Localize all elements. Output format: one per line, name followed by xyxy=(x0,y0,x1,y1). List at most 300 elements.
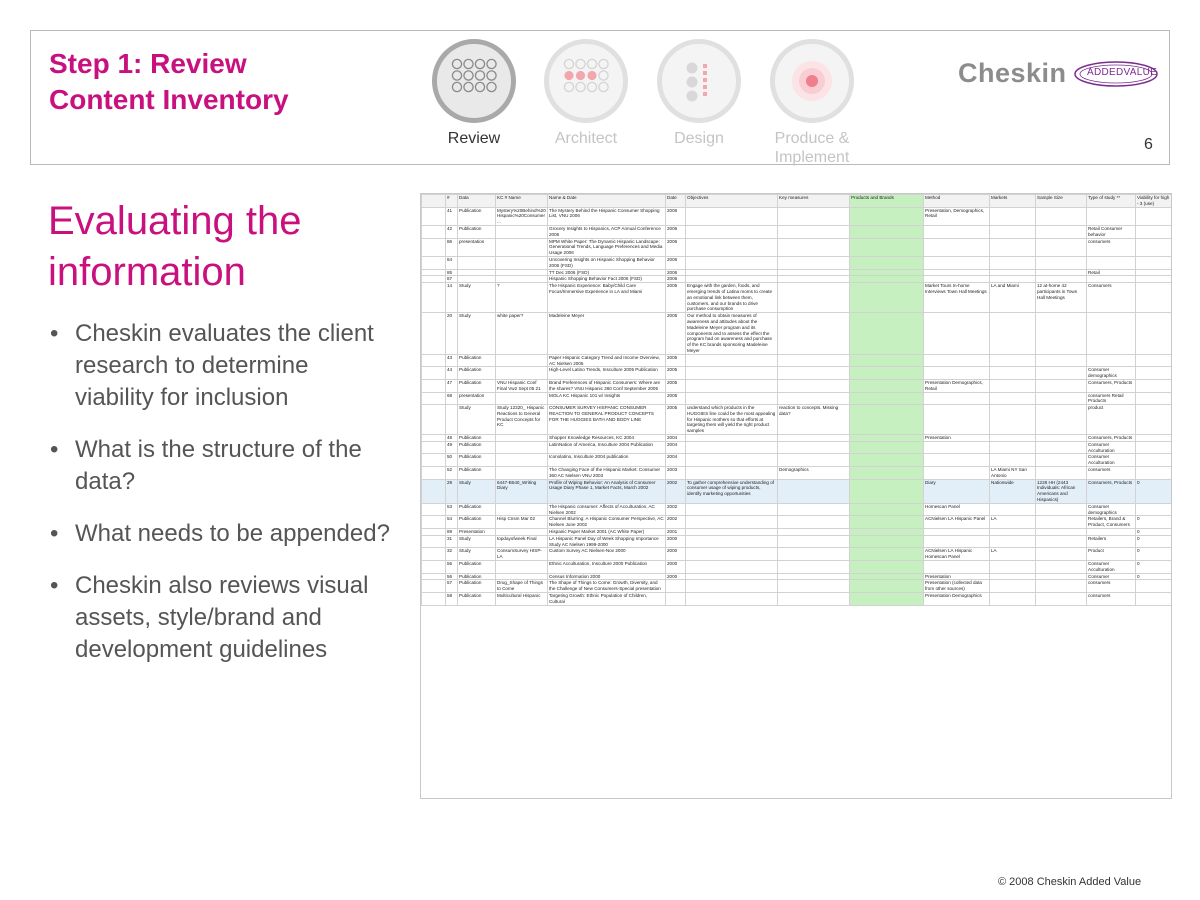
table-cell xyxy=(990,435,1036,442)
table-cell xyxy=(850,238,924,256)
table-cell: Study xyxy=(458,283,496,313)
table-cell xyxy=(778,548,850,561)
table-cell: 0 xyxy=(1136,561,1173,574)
table-cell xyxy=(1136,435,1173,442)
table-cell xyxy=(850,479,924,503)
table-cell xyxy=(458,269,496,276)
table-cell xyxy=(496,276,548,283)
table-cell xyxy=(778,479,850,503)
table-cell xyxy=(496,392,548,405)
table-cell xyxy=(778,367,850,380)
table-cell xyxy=(496,238,548,256)
table-cell: Consumer Acculturation xyxy=(1087,454,1136,467)
table-cell xyxy=(496,354,548,367)
table-cell xyxy=(990,593,1036,606)
table-cell xyxy=(850,580,924,593)
table-cell xyxy=(1136,580,1173,593)
table-cell: 2000 xyxy=(666,561,686,574)
table-cell xyxy=(1036,379,1087,392)
table-cell: 0 xyxy=(1136,573,1173,580)
table-cell xyxy=(778,313,850,355)
table-cell xyxy=(990,269,1036,276)
table-cell xyxy=(850,405,924,435)
table-cell: Our method to obtain measures of awareness and attitudes about the Madeleine Meyer program and its components and to assess the effect the program had on awareness and purchase of the KC brands sponsoring Madeleine Meyer xyxy=(686,313,778,355)
table-cell xyxy=(1036,269,1087,276)
table-cell xyxy=(924,392,990,405)
table-cell xyxy=(422,503,446,516)
table-cell xyxy=(1136,354,1173,367)
table-cell xyxy=(422,435,446,442)
step-title-line1: Step 1: Review xyxy=(49,48,247,79)
table-cell xyxy=(686,238,778,256)
table-cell xyxy=(446,405,458,435)
table-cell xyxy=(1036,354,1087,367)
table-cell xyxy=(666,593,686,606)
table-cell xyxy=(850,529,924,536)
table-row xyxy=(422,405,1173,435)
table-cell xyxy=(990,454,1036,467)
table-cell: 68 xyxy=(446,392,458,405)
column-header: Data xyxy=(458,195,496,208)
table-cell: Study 12320_ Hispanic Reactions to General Product Concepts for KC xyxy=(496,405,548,435)
table-cell: Diary xyxy=(924,479,990,503)
table-cell xyxy=(422,256,446,269)
table-cell xyxy=(422,225,446,238)
table-cell: Study xyxy=(458,405,496,435)
table-cell xyxy=(686,354,778,367)
table-cell xyxy=(850,313,924,355)
table-cell: Publication xyxy=(458,561,496,574)
step-design[interactable] xyxy=(649,39,749,148)
table-cell: Consumer demographics xyxy=(1087,503,1136,516)
table-cell xyxy=(1087,313,1136,355)
table-cell xyxy=(686,392,778,405)
table-cell xyxy=(1036,467,1087,480)
table-cell xyxy=(1087,354,1136,367)
table-cell xyxy=(1136,503,1173,516)
step-review-label: Review xyxy=(447,130,501,147)
table-cell xyxy=(778,516,850,529)
table-cell: consumers xyxy=(1087,238,1136,256)
table-cell: The Shape of Things to Come: Growth, Diversity, and the Challenge of New Consumers-Special presentation xyxy=(548,580,666,593)
table-cell: 2005 xyxy=(666,367,686,380)
table-row xyxy=(422,573,1173,580)
table-cell: 2006 xyxy=(666,256,686,269)
table-cell: High-Level Latino Trends, Insculture 2005 Publication xyxy=(548,367,666,380)
table-cell: Grocery Insights to Hispanics, ACP Annual Conference 2006 xyxy=(548,225,666,238)
table-cell: topdayofweek Final xyxy=(496,535,548,548)
table-cell: Mystery%20Behind%20Hispanic%20Consumer... xyxy=(497,207,546,225)
table-cell: 31 xyxy=(446,535,458,548)
table-cell: 2006 xyxy=(666,269,686,276)
table-cell: LA and Miami xyxy=(990,283,1036,313)
table-cell xyxy=(422,276,446,283)
table-cell: Publication xyxy=(458,454,496,467)
table-cell: 0 xyxy=(1136,535,1173,548)
table-cell xyxy=(990,207,1036,225)
table-cell: Product xyxy=(1087,548,1136,561)
table-cell: understand which products in the HUGGIES line could be the most appealing for Hispanic mothers so that efforts at targeting them will yield the right product samples xyxy=(686,405,778,435)
table-cell xyxy=(1136,441,1173,454)
step-architect[interactable] xyxy=(536,39,636,148)
table-cell xyxy=(924,561,990,574)
table-cell: 2005 xyxy=(666,405,686,435)
table-cell: 84 xyxy=(446,256,458,269)
table-cell: 2001 xyxy=(666,529,686,536)
table-row xyxy=(422,367,1173,380)
table-cell: 2005 xyxy=(666,283,686,313)
table-cell: 0 xyxy=(1136,479,1173,503)
table-cell: Publication xyxy=(458,441,496,454)
table-cell: Presentation Demographics, Retail xyxy=(924,379,990,392)
table-cell: 2006 xyxy=(666,207,686,225)
table-cell xyxy=(686,435,778,442)
table-cell: Publication xyxy=(458,354,496,367)
table-cell xyxy=(686,516,778,529)
step-produce-implement[interactable] xyxy=(762,39,862,167)
table-cell xyxy=(850,435,924,442)
table-cell: 41 xyxy=(446,207,458,225)
table-cell xyxy=(1036,529,1087,536)
table-row xyxy=(422,435,1173,442)
table-cell: 44 xyxy=(446,367,458,380)
slide-title-line2: information xyxy=(48,250,246,294)
table-cell: 32 xyxy=(446,548,458,561)
table-cell xyxy=(850,367,924,380)
table-cell xyxy=(1036,238,1087,256)
table-cell: Publication xyxy=(458,580,496,593)
table-cell xyxy=(422,441,446,454)
copyright-footer: © 2008 Cheskin Added Value xyxy=(998,876,1142,888)
table-cell xyxy=(686,256,778,269)
column-header: Key measures xyxy=(778,195,850,208)
table-cell xyxy=(422,238,446,256)
table-cell: The Hispanic Experience: Baby/Child Care Focus/Immersive Experience in LA and Miami xyxy=(548,283,666,313)
table-row xyxy=(422,441,1173,454)
table-cell xyxy=(1136,467,1173,480)
table-cell xyxy=(850,535,924,548)
table-cell xyxy=(990,367,1036,380)
table-cell xyxy=(686,467,778,480)
table-header-row xyxy=(422,195,1173,208)
table-row xyxy=(422,379,1173,392)
table-cell xyxy=(1087,207,1136,225)
table-cell xyxy=(778,593,850,606)
table-cell: Publication xyxy=(458,207,496,225)
table-cell: Consumer demographics xyxy=(1087,367,1136,380)
step-review[interactable] xyxy=(424,39,524,148)
table-cell xyxy=(422,573,446,580)
table-cell xyxy=(1036,561,1087,574)
table-cell xyxy=(1036,313,1087,355)
content-inventory-spreadsheet xyxy=(420,193,1172,799)
table-cell: LA xyxy=(990,548,1036,561)
table-cell: 1228 HH (2443 Individuals: African Americans and Hispanics) xyxy=(1036,479,1087,503)
table-row xyxy=(422,467,1173,480)
table-cell: 29 xyxy=(446,479,458,503)
table-cell: Retailers, Brand & Product, Consumers xyxy=(1087,516,1136,529)
table-cell: 49 xyxy=(446,441,458,454)
table-cell: reaction to concepts. Missing data? xyxy=(778,405,850,435)
table-row xyxy=(422,225,1173,238)
table-cell: TT Dec 2006 (FSD) xyxy=(548,269,666,276)
table-cell xyxy=(496,367,548,380)
table-cell: 2005 xyxy=(666,392,686,405)
table-row xyxy=(422,561,1173,574)
table-cell xyxy=(778,535,850,548)
table-cell: Presentation (collected data from other sources) xyxy=(924,580,990,593)
table-cell xyxy=(990,529,1036,536)
table-cell xyxy=(778,276,850,283)
bullet-item: • What is the structure of the data? xyxy=(50,434,390,498)
step-title-line2: Content Inventory xyxy=(49,84,289,115)
table-cell xyxy=(1136,392,1173,405)
table-cell xyxy=(1136,313,1173,355)
table-cell: Presentation xyxy=(924,573,990,580)
header-panel xyxy=(30,30,1170,165)
table-cell: Census Information 2000 xyxy=(548,573,666,580)
table-cell xyxy=(422,283,446,313)
table-cell: Demographics xyxy=(778,467,850,480)
table-cell xyxy=(1036,405,1087,435)
table-cell xyxy=(1036,256,1087,269)
table-cell xyxy=(686,207,778,225)
table-cell xyxy=(1036,516,1087,529)
table-cell xyxy=(924,354,990,367)
table-row xyxy=(422,454,1173,467)
table-cell xyxy=(422,467,446,480)
table-cell: LatinNation of America, Insculture 2004 Publication xyxy=(548,441,666,454)
table-cell xyxy=(686,379,778,392)
table-cell xyxy=(496,503,548,516)
table-cell xyxy=(990,225,1036,238)
table-cell xyxy=(990,392,1036,405)
table-cell xyxy=(924,276,990,283)
table-cell xyxy=(422,529,446,536)
table-cell: Consumer Acculturation xyxy=(1087,441,1136,454)
table-cell: 87 xyxy=(446,276,458,283)
bullet-item: • What needs to be appended? xyxy=(50,518,390,550)
table-cell xyxy=(778,256,850,269)
table-row xyxy=(422,276,1173,283)
table-cell xyxy=(458,256,496,269)
table-cell xyxy=(1136,276,1173,283)
table-cell xyxy=(924,367,990,380)
table-cell: consumers Retail Products xyxy=(1087,392,1136,405)
table-cell xyxy=(422,392,446,405)
table-cell xyxy=(1136,225,1173,238)
table-cell: Retailers xyxy=(1087,535,1136,548)
table-cell: Study xyxy=(458,548,496,561)
table-cell xyxy=(1036,535,1087,548)
table-cell: LA Hispanic Panel Day of Week Shopping Importance Study AC Nielsen 1999-2000 xyxy=(548,535,666,548)
table-cell xyxy=(850,269,924,276)
table-row xyxy=(422,238,1173,256)
table-cell: 48 xyxy=(446,435,458,442)
table-cell xyxy=(1036,276,1087,283)
table-cell xyxy=(1136,256,1173,269)
table-cell xyxy=(778,283,850,313)
table-cell: Publication xyxy=(458,516,496,529)
table-cell: Presentation xyxy=(458,529,496,536)
table-row xyxy=(422,535,1173,548)
table-cell xyxy=(1036,367,1087,380)
table-cell: Market Tours In-home Interviews Town Hall Meetings xyxy=(924,283,990,313)
table-cell xyxy=(496,435,548,442)
column-header: Products and Brands xyxy=(850,195,924,208)
table-cell: 89 xyxy=(446,529,458,536)
table-cell: Madeleine Meyer xyxy=(548,313,666,355)
table-cell: white paper? xyxy=(496,313,548,355)
table-cell: 0 xyxy=(1136,548,1173,561)
table-cell: VNU Hispanic Conf Final Vw2 Sept 05 21 xyxy=(496,379,548,392)
table-cell: consumers xyxy=(1087,593,1136,606)
step-design-label: Design xyxy=(674,130,724,147)
bullet-item: • Cheskin also reviews visual assets, style/brand and development guidelines xyxy=(50,570,390,666)
table-cell xyxy=(666,580,686,593)
table-row xyxy=(422,580,1173,593)
table-cell: Consumer xyxy=(1087,573,1136,580)
table-cell xyxy=(1036,441,1087,454)
table-cell xyxy=(1036,392,1087,405)
table-cell xyxy=(422,405,446,435)
table-cell: 2000 xyxy=(666,535,686,548)
column-header: Objectives xyxy=(686,195,778,208)
table-cell: LA xyxy=(990,516,1036,529)
table-cell: Homescan Panel xyxy=(924,503,990,516)
added-value-logo-text: ADDEDVALUE xyxy=(1087,67,1158,78)
table-cell xyxy=(496,454,548,467)
table-cell xyxy=(686,593,778,606)
table-cell xyxy=(686,269,778,276)
table-cell: The Hispanic consumer: Affects of Acculturation, AC Nielsen 2002 xyxy=(548,503,666,516)
table-cell xyxy=(778,580,850,593)
table-cell xyxy=(924,454,990,467)
table-cell xyxy=(778,392,850,405)
table-cell xyxy=(422,354,446,367)
step-produce-label-line2: Implement xyxy=(774,149,850,166)
table-cell: Consumers, Products xyxy=(1087,435,1136,442)
column-header: Viability for high - 3 (use) xyxy=(1136,195,1173,208)
table-cell: ACNielsen LA Hispanic Homescan Panel xyxy=(924,548,990,561)
table-cell xyxy=(1136,238,1173,256)
table-cell: 56 xyxy=(446,573,458,580)
column-header: Date xyxy=(666,195,686,208)
table-cell: Retail Consumer behavior xyxy=(1087,225,1136,238)
table-cell xyxy=(422,580,446,593)
table-cell: ACNielsen LA Hispanic Panel xyxy=(924,516,990,529)
step-title xyxy=(49,46,289,118)
table-row xyxy=(422,503,1173,516)
table-cell: 58 xyxy=(446,593,458,606)
table-cell xyxy=(990,313,1036,355)
table-row xyxy=(422,269,1173,276)
column-header: Name & Date xyxy=(548,195,666,208)
table-cell xyxy=(924,238,990,256)
table-cell xyxy=(990,276,1036,283)
table-cell xyxy=(1036,580,1087,593)
table-cell xyxy=(422,379,446,392)
column-header: Sample Size xyxy=(1036,195,1087,208)
table-cell: Hisp Cnsm Mar 02 xyxy=(496,516,548,529)
table-cell xyxy=(686,454,778,467)
table-cell xyxy=(924,313,990,355)
table-cell xyxy=(990,561,1036,574)
table-cell xyxy=(1087,256,1136,269)
table-row xyxy=(422,593,1173,606)
table-cell xyxy=(496,467,548,480)
table-cell xyxy=(1087,529,1136,536)
table-cell: Hispanic Paper Market 2001 (AC White Paper) xyxy=(548,529,666,536)
table-cell xyxy=(686,503,778,516)
table-cell xyxy=(422,269,446,276)
table-cell xyxy=(778,441,850,454)
table-cell xyxy=(458,276,496,283)
table-cell xyxy=(1136,379,1173,392)
table-cell xyxy=(924,535,990,548)
table-cell: Publication xyxy=(458,379,496,392)
table-cell xyxy=(778,561,850,574)
column-header: Method xyxy=(924,195,990,208)
table-cell: 2006 xyxy=(666,225,686,238)
table-cell xyxy=(778,435,850,442)
table-cell xyxy=(924,269,990,276)
table-cell xyxy=(778,454,850,467)
table-cell: ? xyxy=(496,283,548,313)
table-cell xyxy=(1036,573,1087,580)
column-header: KC # Name xyxy=(496,195,548,208)
table-cell: Nationwide xyxy=(990,479,1036,503)
table-cell xyxy=(990,354,1036,367)
table-cell xyxy=(990,503,1036,516)
table-cell xyxy=(686,580,778,593)
table-cell: 2006 xyxy=(666,238,686,256)
table-cell xyxy=(778,269,850,276)
table-row xyxy=(422,354,1173,367)
table-cell xyxy=(496,225,548,238)
table-cell xyxy=(850,379,924,392)
table-cell xyxy=(924,529,990,536)
table-cell xyxy=(850,561,924,574)
table-cell: Multicultural Hispanic xyxy=(496,593,548,606)
table-cell xyxy=(422,516,446,529)
table-cell: 2002 xyxy=(666,503,686,516)
table-cell: 52 xyxy=(446,467,458,480)
table-cell xyxy=(686,548,778,561)
table-cell: Brand Preferences of Hispanic Consumers: Where are the shares? VNU Hispanic 360 Conf September 2005 xyxy=(548,379,666,392)
table-cell: Engage with the garden, foods, and emerging trends of Latina moms to create an emotional link between them, customers, and our brands to drive purchase consumption xyxy=(686,283,778,313)
table-cell: The Changing Face of the Hispanic Market: Consumer 360 AC Nielsen VNU 2003 xyxy=(548,467,666,480)
table-cell xyxy=(1036,225,1087,238)
table-cell: 6447-B540_Writing Diary xyxy=(496,479,548,503)
table-cell xyxy=(1087,276,1136,283)
table-cell xyxy=(496,256,548,269)
cheskin-logo-text: Cheskin xyxy=(958,58,1067,88)
table-cell xyxy=(850,256,924,269)
table-cell xyxy=(686,529,778,536)
column-header: Type of study ** xyxy=(1087,195,1136,208)
table-cell: Paper Hispanic Category Trend and Income Overview, AC Nielsen 2005 xyxy=(548,354,666,367)
table-cell xyxy=(422,367,446,380)
table-cell xyxy=(850,283,924,313)
table-cell xyxy=(1136,405,1173,435)
table-cell: The Mystery Behind the Hispanic Consumer Shopping List, VNU 2006 xyxy=(548,207,666,225)
table-cell xyxy=(1136,207,1173,225)
column-header: # xyxy=(446,195,458,208)
design-step-icon xyxy=(657,39,741,123)
table-cell xyxy=(1136,367,1173,380)
table-cell: 42 xyxy=(446,225,458,238)
